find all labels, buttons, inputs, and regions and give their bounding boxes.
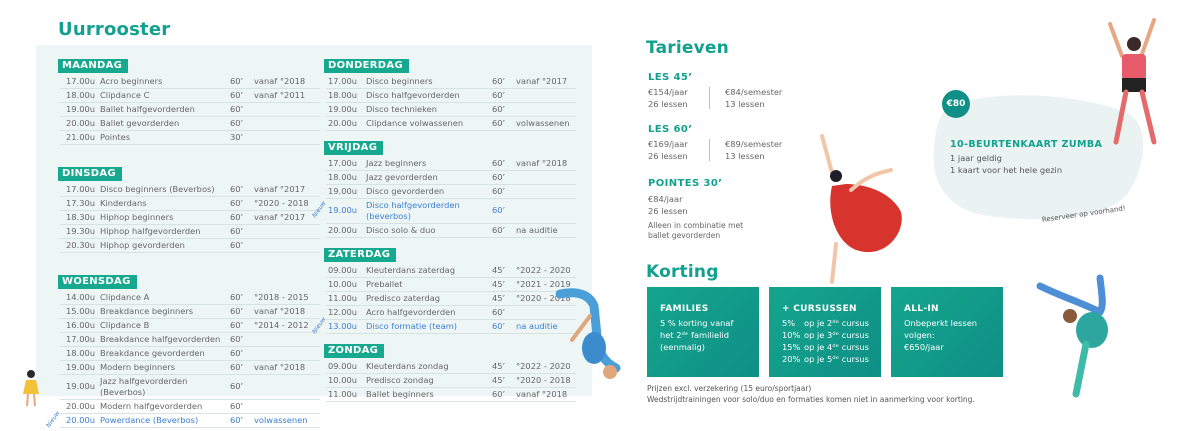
class-note: na auditie — [516, 321, 558, 331]
les45-prices-a — [648, 86, 688, 110]
schedule-row — [326, 292, 576, 306]
zumba-line: 1 jaar geldig — [950, 153, 1002, 163]
les60-lessons: 26 lessen — [648, 151, 688, 161]
class-time: 19.00u — [328, 186, 358, 196]
class-name: Modern halfgevorderden — [100, 401, 203, 411]
class-name: Hiphop beginners — [100, 212, 174, 222]
les45-year: €154/jaar — [648, 87, 688, 97]
cursus-text: op je 4ᵈᵉ cursus — [804, 342, 869, 352]
class-duration: 60’ — [492, 186, 506, 196]
class-name: Hiphop halfgevorderden — [100, 226, 201, 236]
class-time: 19.00u — [66, 362, 96, 372]
class-note: vanaf °2017 — [516, 76, 568, 86]
class-name: Breakdance gevorderden — [100, 348, 205, 358]
new-badge: Nieuw — [311, 199, 328, 220]
class-time: 19.00u — [328, 104, 358, 114]
class-time: 20.30u — [66, 240, 96, 250]
cursus-percent: 5% — [782, 318, 796, 328]
class-duration: 60’ — [492, 321, 506, 331]
schedule-row — [326, 374, 576, 388]
class-name: Jazz halfgevorderden (Beverbos) — [100, 376, 188, 397]
pointes-note — [648, 221, 743, 241]
les60-semester: €89/semester — [725, 139, 783, 149]
class-duration: 60’ — [492, 307, 506, 317]
class-duration: 60’ — [230, 90, 244, 100]
les60-year: €169/jaar — [648, 139, 688, 149]
zumba-reserve-note: Reserveer op voorhand! — [1041, 204, 1127, 224]
les60-semester-lessons: 13 lessen — [725, 151, 765, 161]
day-block — [326, 338, 576, 402]
class-note: vanaf °2018 — [516, 389, 568, 399]
class-time: 20.00u — [328, 118, 358, 128]
class-time: 21.00u — [66, 132, 96, 142]
class-time: 20.00u — [328, 225, 358, 235]
class-time: 10.00u — [328, 375, 358, 385]
les60-prices-a — [648, 138, 688, 162]
pointes-lessons: 26 lessen — [648, 206, 688, 216]
cursus-percent: 10% — [782, 330, 801, 340]
allin-line: €650/jaar — [904, 342, 944, 352]
class-time: 12.00u — [328, 307, 358, 317]
cursussen-title: + CURSUSSEN — [782, 304, 857, 314]
class-note: vanaf °2011 — [254, 90, 306, 100]
schedule-row — [60, 333, 320, 347]
class-name: Kleuterdans zondag — [366, 361, 449, 371]
class-time: 14.00u — [66, 292, 96, 302]
schedule-row — [60, 183, 320, 197]
korting-cursussen-box — [769, 287, 881, 377]
new-badge: Nieuw — [45, 409, 62, 430]
class-time: 11.00u — [328, 389, 358, 399]
class-time: 09.00u — [328, 361, 358, 371]
class-time: 09.00u — [328, 265, 358, 275]
zumba-title: 10-BEURTENKAART ZUMBA — [950, 139, 1103, 150]
class-time: 17.00u — [66, 334, 96, 344]
schedule-title: Uurrooster — [58, 19, 171, 40]
schedule-row — [60, 347, 320, 361]
class-time: 19.00u — [66, 381, 96, 391]
class-name: Jazz beginners — [366, 158, 427, 168]
class-name: Clipdance B — [100, 320, 150, 330]
les45-semester-lessons: 13 lessen — [725, 99, 765, 109]
class-duration: 60’ — [492, 104, 506, 114]
class-name: Disco gevorderden — [366, 186, 445, 196]
class-name: Clipdance A — [100, 292, 150, 302]
korting-families-box — [647, 287, 759, 377]
schedule-column-right — [311, 53, 576, 402]
divider — [709, 87, 710, 109]
schedule-row — [326, 224, 576, 238]
ballerina-illustration — [796, 132, 916, 292]
schedule-row — [60, 197, 320, 211]
class-name: Kleuterdans zaterdag — [366, 265, 455, 275]
cursus-discount-row — [782, 329, 869, 341]
breakdancer-illustration — [1030, 272, 1140, 402]
class-duration: 45’ — [492, 279, 506, 289]
class-name: Breakdance halfgevorderden — [100, 334, 221, 344]
cursus-text: op je 3ᵈᵉ cursus — [804, 330, 869, 340]
pointes-prices — [648, 193, 688, 217]
class-name: Modern beginners — [100, 362, 176, 372]
class-time: 19.00u — [328, 205, 358, 215]
class-time: 17.00u — [328, 76, 358, 86]
class-duration: 60’ — [230, 415, 244, 425]
day-block — [60, 161, 320, 253]
class-note: °2014 - 2012 — [254, 320, 309, 330]
schedule-row — [60, 319, 320, 333]
class-time: 10.00u — [328, 279, 358, 289]
class-duration: 45’ — [492, 293, 506, 303]
families-line: het 2ᵈᵉ familielid — [660, 330, 729, 340]
les45-label: LES 45’ — [648, 72, 693, 83]
schedule-row — [326, 171, 576, 185]
zumba-details — [950, 152, 1062, 176]
schedule-row — [326, 264, 576, 278]
class-time: 15.00u — [66, 306, 96, 316]
class-name: Breakdance beginners — [100, 306, 194, 316]
schedule-row — [60, 375, 320, 400]
class-name: Clipdance C — [100, 90, 150, 100]
class-duration: 60’ — [230, 334, 244, 344]
class-name: Disco beginners (Beverbos) — [100, 184, 215, 194]
schedule-column-left — [45, 53, 320, 430]
class-duration: 60’ — [492, 158, 506, 168]
les60-label: LES 60’ — [648, 124, 693, 135]
families-title: FAMILIES — [660, 304, 709, 314]
class-duration: 60’ — [492, 225, 506, 235]
class-name: Acro halfgevorderden — [366, 307, 456, 317]
schedule-row — [326, 75, 576, 89]
class-duration: 45’ — [492, 375, 506, 385]
day-block — [45, 269, 320, 430]
schedule-row — [60, 291, 320, 305]
schedule-row — [60, 305, 320, 319]
schedule-row — [60, 239, 320, 253]
class-name: Powerdance (Beverbos) — [100, 415, 199, 425]
class-time: 20.00u — [66, 415, 96, 425]
new-badge: Nieuw — [311, 315, 328, 336]
class-time: 20.00u — [66, 401, 96, 411]
class-note: volwassenen — [254, 415, 308, 425]
class-time: 18.00u — [328, 172, 358, 182]
class-time: 17.00u — [66, 76, 96, 86]
zumba-line: 1 kaart voor het hele gezin — [950, 165, 1063, 175]
class-name: Disco halfgevorderden — [366, 90, 460, 100]
day-header: VRIJDAG — [324, 141, 383, 155]
class-name: Ballet beginners — [366, 389, 434, 399]
class-time: 17.00u — [66, 184, 96, 194]
class-name: Disco beginners — [366, 76, 433, 86]
class-name: Jazz gevorderden — [366, 172, 438, 182]
pointes-note-line: Alleen in combinatie met — [648, 221, 744, 230]
divider — [709, 139, 710, 161]
class-name: Pointes — [100, 132, 131, 142]
class-time: 19.00u — [66, 104, 96, 114]
les60-prices-b — [725, 138, 782, 162]
cursus-percent: 15% — [782, 342, 801, 352]
class-note: °2020 - 2018 — [516, 375, 571, 385]
class-duration: 60’ — [230, 362, 244, 372]
cursus-percent: 20% — [782, 354, 801, 364]
class-note: vanaf °2018 — [516, 158, 568, 168]
class-duration: 60’ — [230, 76, 244, 86]
korting-allin-box — [891, 287, 1003, 377]
schedule-row — [311, 315, 576, 336]
class-duration: 60’ — [230, 401, 244, 411]
acrobat-illustration — [550, 286, 630, 382]
day-block — [311, 135, 576, 238]
day-block — [326, 53, 576, 131]
class-duration: 45’ — [492, 265, 506, 275]
cursus-discount-row — [782, 317, 869, 329]
cursus-text: op je 2ᵈᵉ cursus — [804, 318, 869, 328]
class-note: vanaf °2018 — [254, 76, 306, 86]
korting-title: Korting — [646, 262, 719, 282]
class-time: 17.30u — [66, 198, 96, 208]
schedule-row — [326, 278, 576, 292]
schedule-row — [60, 361, 320, 375]
class-time: 18.00u — [328, 90, 358, 100]
day-header: MAANDAG — [58, 59, 128, 73]
class-time: 18.00u — [66, 348, 96, 358]
cursus-discount-row — [782, 341, 869, 353]
day-header: DINSDAG — [58, 167, 122, 181]
class-duration: 60’ — [230, 292, 244, 302]
day-block — [60, 53, 320, 145]
class-duration: 60’ — [230, 240, 244, 250]
class-time: 17.00u — [328, 158, 358, 168]
allin-line: Onbeperkt lessen — [904, 318, 978, 328]
class-time: 18.00u — [66, 90, 96, 100]
class-name: Clipdance volwassenen — [366, 118, 464, 128]
class-name: Disco technieken — [366, 104, 438, 114]
class-name: Ballet gevorderden — [100, 118, 180, 128]
schedule-row — [326, 117, 576, 131]
les45-semester: €84/semester — [725, 87, 783, 97]
class-note: vanaf °2017 — [254, 184, 306, 194]
schedule-row — [326, 388, 576, 402]
class-note: °2020 - 2018 — [254, 198, 309, 208]
class-time: 18.30u — [66, 212, 96, 222]
class-duration: 60’ — [230, 320, 244, 330]
families-line: (eenmalig) — [660, 342, 705, 352]
girl-illustration — [20, 368, 44, 408]
class-duration: 60’ — [230, 212, 244, 222]
class-duration: 60’ — [492, 76, 506, 86]
footnote: Prijzen excl. verzekering (15 euro/sportjaar) — [647, 384, 812, 393]
class-note: vanaf °2018 — [254, 362, 306, 372]
cursus-text: op je 5ᵈᵉ cursus — [804, 354, 869, 364]
schedule-row — [60, 103, 320, 117]
pointes-year: €84/jaar — [648, 194, 683, 204]
footnote: Wedstrijdtrainingen voor solo/duo en formaties komen niet in aanmerking voor korting. — [647, 395, 975, 404]
class-name: Predisco zaterdag — [366, 293, 441, 303]
cursus-discount-row — [782, 353, 869, 365]
class-note: na auditie — [516, 225, 558, 235]
zumba-dancer-illustration — [1096, 18, 1176, 158]
class-duration: 60’ — [230, 184, 244, 194]
class-time: 11.00u — [328, 293, 358, 303]
allin-line: volgen: — [904, 330, 935, 340]
class-time: 19.30u — [66, 226, 96, 236]
class-name: Hiphop gevorderden — [100, 240, 185, 250]
class-name: Ballet halfgevorderden — [100, 104, 195, 114]
class-name: Disco formatie (team) — [366, 321, 458, 331]
class-name: Disco halfgevorderden (beverbos) — [366, 200, 460, 221]
class-note: °2018 - 2015 — [254, 292, 309, 302]
class-note: volwassenen — [516, 118, 570, 128]
schedule-row — [326, 89, 576, 103]
day-header: ZONDAG — [324, 344, 384, 358]
schedule-row — [60, 75, 320, 89]
schedule-row — [326, 103, 576, 117]
korting-footnotes — [647, 383, 975, 405]
class-time: 13.00u — [328, 321, 358, 331]
class-name: Disco solo & duo — [366, 225, 436, 235]
class-name: Acro beginners — [100, 76, 163, 86]
class-duration: 60’ — [492, 389, 506, 399]
class-note: °2021 - 2019 — [516, 279, 571, 289]
schedule-row — [326, 157, 576, 171]
class-duration: 60’ — [230, 381, 244, 391]
class-duration: 60’ — [230, 348, 244, 358]
schedule-row — [60, 117, 320, 131]
schedule-row — [60, 225, 320, 239]
allin-title: ALL-IN — [904, 304, 939, 314]
schedule-row — [60, 131, 320, 145]
class-duration: 60’ — [230, 198, 244, 208]
schedule-row — [326, 360, 576, 374]
class-name: Kinderdans — [100, 198, 147, 208]
class-duration: 60’ — [492, 90, 506, 100]
class-duration: 60’ — [492, 172, 506, 182]
class-duration: 60’ — [230, 118, 244, 128]
les45-lessons: 26 lessen — [648, 99, 688, 109]
day-header: ZATERDAG — [324, 248, 396, 262]
class-note: vanaf °2018 — [254, 306, 306, 316]
schedule-row — [60, 89, 320, 103]
class-note: vanaf °2017 — [254, 212, 306, 222]
day-block — [311, 242, 576, 336]
class-name: Predisco zondag — [366, 375, 434, 385]
class-duration: 60’ — [492, 118, 506, 128]
schedule-row — [60, 211, 320, 225]
schedule-row — [60, 400, 320, 414]
les45-prices-b — [725, 86, 782, 110]
class-note: °2020 - 2018 — [516, 293, 571, 303]
day-header: WOENSDAG — [58, 275, 137, 289]
class-note: °2022 - 2020 — [516, 265, 571, 275]
class-duration: 60’ — [230, 104, 244, 114]
pointes-label: POINTES 30’ — [648, 178, 723, 189]
schedule-row — [326, 185, 576, 199]
class-time: 16.00u — [66, 320, 96, 330]
families-line: 5 % korting vanaf — [660, 318, 734, 328]
class-duration: 45’ — [492, 361, 506, 371]
class-duration: 60’ — [230, 226, 244, 236]
tarieven-title: Tarieven — [646, 38, 729, 58]
zumba-price-badge: €80 — [942, 90, 970, 118]
schedule-row — [45, 409, 320, 430]
class-note: °2022 - 2020 — [516, 361, 571, 371]
class-duration: 60’ — [492, 205, 506, 215]
class-duration: 60’ — [230, 306, 244, 316]
day-header: DONDERDAG — [324, 59, 409, 73]
class-time: 20.00u — [66, 118, 96, 128]
class-duration: 30’ — [230, 132, 244, 142]
class-name: Preballet — [366, 279, 403, 289]
schedule-row — [311, 199, 576, 224]
pointes-note-line: ballet gevorderden — [648, 231, 721, 240]
schedule-row — [326, 306, 576, 320]
